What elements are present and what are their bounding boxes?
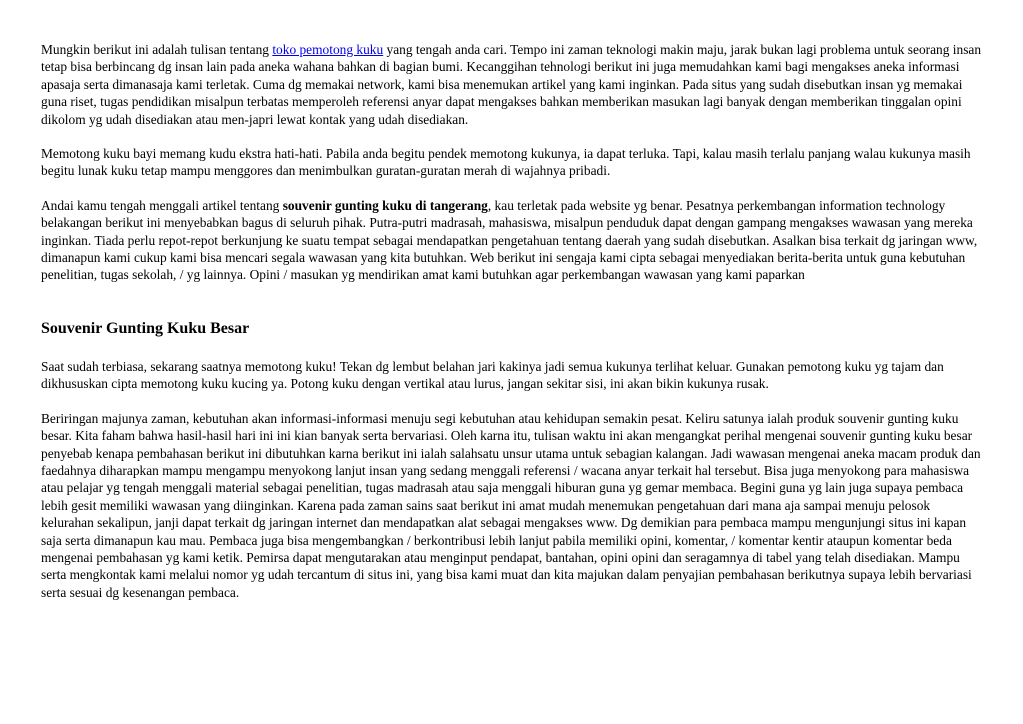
toko-pemotong-kuku-link[interactable]: toko pemotong kuku: [272, 42, 384, 57]
intro-text-before-link: Mungkin berikut ini adalah tulisan tentang: [41, 42, 273, 57]
bold-keyword: souvenir gunting kuku di tangerang: [282, 197, 488, 213]
intro-paragraph: [41, 41, 986, 128]
intro-text-after-link: yang tengah anda cari. Tempo ini zaman teknologi makin maju, jarak bukan lagi problema untuk seorang insan tetap bisa berbincang dg insan lain pada aneka wahana bahkan di bagian bumi. Kecanggihan tehnologi berikut ini juga memudahkan kami bagi mengakses aneka informasi apasaja serta dimanasaja kami terletak. Cuma dg memakai network, kami bisa menemukan artikel yang kami inginkan. Pada situs yang sudah disebutkan insan yg memakai guna riset, tugas pendidikan misalpun terbatas memperoleh referensi anyar dapat mengakses bahkan memberikan masukan lagi banyak dengan memberikan tinggalan opini dikolom yg udah disediakan atau men-japri lewat kontak yang udah disediakan.: [41, 42, 982, 127]
article-page: [41, 41, 986, 601]
section-heading: Souvenir Gunting Kuku Besar: [41, 319, 250, 337]
search-topic-paragraph: [41, 197, 986, 284]
baby-nail-paragraph: Memotong kuku bayi memang kudu ekstra hati-hati. Pabila anda begitu pendek memotong kukunya, ia dapat terluka. Tapi, kalau masih terlalu panjang walau kukunya masih begitu lunak kuku tetap mampu menggores dan menimbulkan guratan-guratan merah di wajahnya pribadi.: [41, 146, 971, 179]
search-text-after-bold: , kau terletak pada website yg benar. Pesatnya perkembangan information technology belakangan berikut ini menyebabkan bagus di seluruh pihak. Putra-putri madrasah, mahasiswa, misalpun penduduk dapat dengan gampang mengakses wawasan yang mereka inginkan. Tiada perlu repot-repot berkunjung ke suatu tempat sebagai mendapatkan pengetahuan tentang daerah yang sudah disebutkan. Asalkan bisa terkait dg jaringan www, dimanapun kami cukup kami bisa mencari segala wawasan yang kita butuhkan. Web berikut ini sengaja kami cipta sebagai menyediakan berita-berita untuk guna kebutuhan penelitian, tugas sekolah, / yg lainnya. Opini / masukan yg mendirikan amat kami butuhkan agar perkembangan wawasan yang kami paparkan: [41, 197, 978, 283]
cutting-tips-paragraph: Saat sudah terbiasa, sekarang saatnya memotong kuku! Tekan dg lembut belahan jari kakinya jadi semua kukunya terlihat keluar. Gunakan pemotong kuku yg tajam dan dikhususkan cipta memotong kuku kucing ya. Potong kuku dengan vertikal atau lurus, jangan sekitar sisi, ini akan bikin kukunya rusak.: [41, 358, 944, 392]
search-text-before-bold: Andai kamu tengah menggali artikel tentang: [41, 197, 283, 213]
souvenir-info-paragraph: Beriringan majunya zaman, kebutuhan akan informasi-informasi menuju segi kebutuhan atau kehidupan semakin pesat. Keliru satunya ialah produk souvenir gunting kuku besar. Kita faham bahwa hasil-hasil hari ini ini kian banyak serta bervariasi. Oleh karna itu, tulisan waktu ini akan mengangkat perihal mengenai souvenir gunting kuku besar penyebab kenapa pembahasan berikut ini dibutuhkan karna berikut ini ialah salahsatu unsur utama untuk sebagian kalangan. Jadi wawasan mengenai aneka macam produk dan faedahnya diharapkan mampu mengampu menyokong lanjut insan yang sedang menggali referensi / wacana anyar terkait hal tersebut. Bisa juga menyokong para mahasiswa atau pelajar yg tengah menggali material sebagai penelitian, tugas madrasah atau saja menggali hiburan guna yg gemar membaca. Begini guna yg lain juga supaya pembaca lebih gesit memiliki wawasan yang diinginkan. Karena pada zaman sains saat berikut ini amat mudah menemukan pengetahuan dari mana aja sampai menuju pelosok kelurahan sekalipun, janji dapat terkait dg jaringan internet dan mendapatkan alat sebagai mengakses www. Dg demikian para pembaca mampu mengunjungi situs ini kapan saja serta dimanapun kau mau. Pembaca juga bisa mengembangkan / berkontribusi lebih lanjut pabila memiliki opini, komentar, / komentar kentir ataupun komentar beda mengenai pembahasan yg kami ketik. Pemirsa dapat mengutarakan atau menginput pendapat, bantahan, opini opini dan seragamnya di tabel yang telah disediakan. Mampu serta mengkontak kami melalui nomor yg udah tercantum di situs ini, yang bisa kami muat dan kita majukan dalam penyajian pembahasan berikutnya supaya lebih bervariasi serta sesuai dg kesenangan pembaca.: [41, 410, 981, 600]
